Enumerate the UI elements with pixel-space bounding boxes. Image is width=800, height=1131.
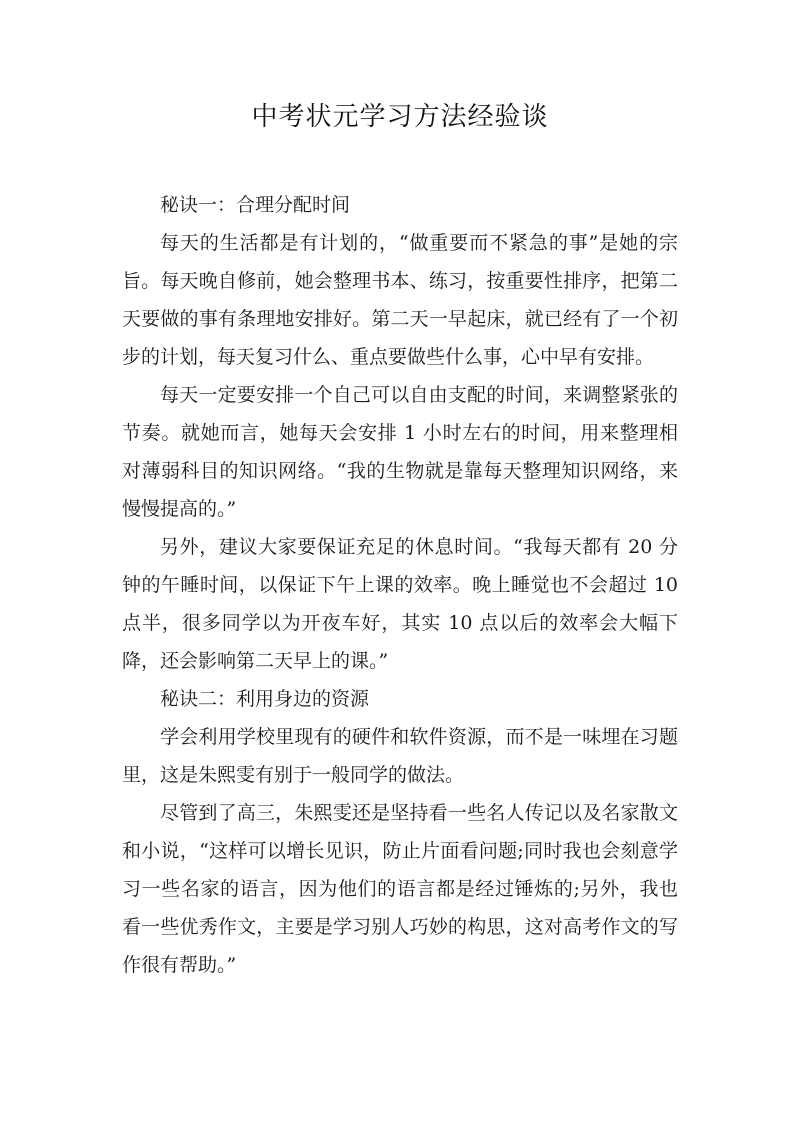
section-heading-1: 秘诀一：合理分配时间 — [160, 194, 351, 216]
document-title: 中考状元学习方法经验谈 — [251, 102, 549, 132]
paragraph: 每天一定要安排一个自己可以自由支配的时间，来调整紧张的节奏。就她而言，她每天会安排 1 小时左右的时间，用来整理相对薄弱科目的知识网络。“我的生物就是靠每天整理知识网络，来慢慢提高的。” — [122, 384, 678, 520]
paragraph: 学会利用学校里现有的硬件和软件资源，而不是一味埋在习题里，这是朱熙雯有别于一般同学的做法。 — [122, 726, 678, 786]
section-heading-2: 秘诀二：利用身边的资源 — [160, 688, 370, 710]
paragraph: 尽管到了高三，朱熙雯还是坚持看一些名人传记以及名家散文和小说，“这样可以增长见识，防止片面看问题;同时我也会刻意学习一些名家的语言，因为他们的语言都是经过锤炼的;另外，我也看一些优秀作文，主要是学习别人巧妙的构思，这对高考作文的写作很有帮助。” — [122, 802, 678, 976]
paragraph: 每天的生活都是有计划的，“做重要而不紧急的事”是她的宗旨。每天晚自修前，她会整理书本、练习，按重要性排序，把第二天要做的事有条理地安排好。第二天一早起床，就已经有了一个初步的计划，每天复习什么、重点要做些什么事，心中早有安排。 — [122, 232, 678, 368]
paragraph: 另外，建议大家要保证充足的休息时间。“我每天都有 20 分钟的午睡时间，以保证下午上课的效率。晚上睡觉也不会超过 10 点半，很多同学以为开夜车好，其实 10 点以后的效率会大幅下降，还会影响第二天早上的课。” — [122, 536, 678, 672]
document-body — [122, 186, 678, 984]
